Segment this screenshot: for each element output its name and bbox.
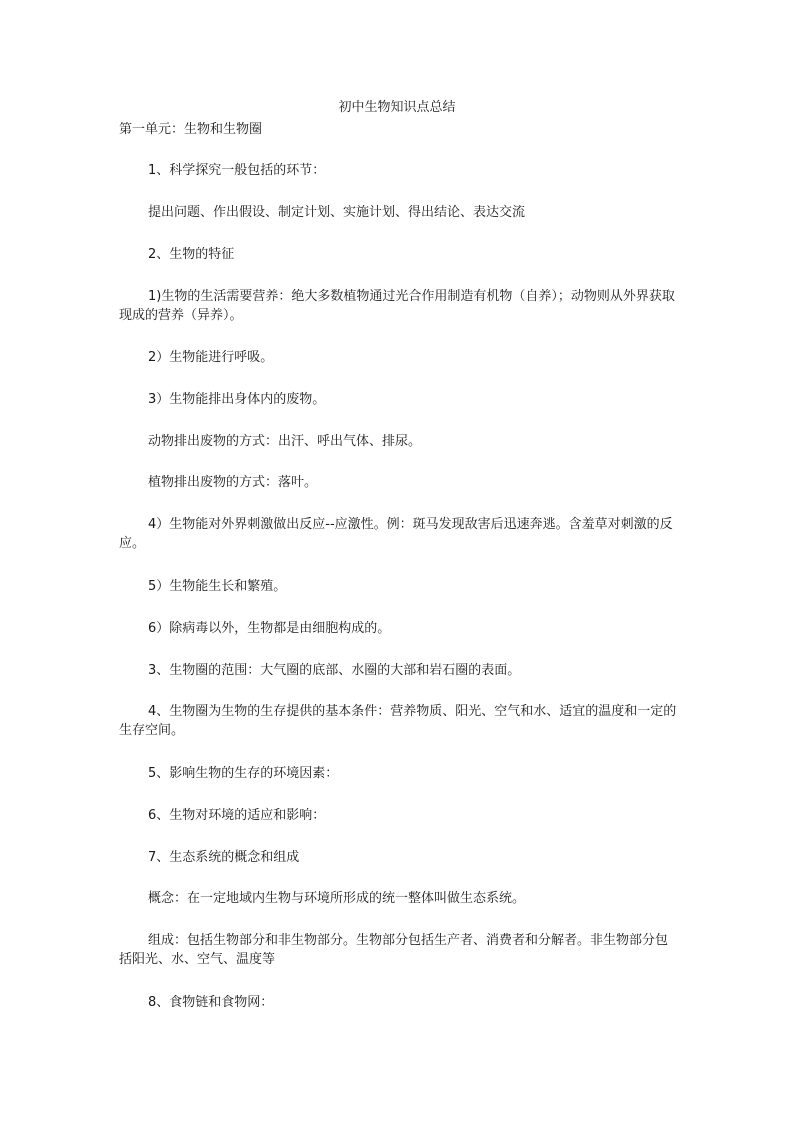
section-heading-8: 8、食物链和食物网： [148, 995, 274, 1010]
section-heading-5: 5、影响生物的生存的环境因素： [148, 766, 339, 781]
paragraph-animal-excretion: 动物排出废物的方式：出汗、呼出气体、排尿。 [148, 434, 422, 449]
paragraph-ecosystem-components: 组成：包括生物部分和非生物部分。生物部分包括生产者、消费者和分解者。非生物部分包括阳光、水、空气、温度等 [119, 933, 669, 967]
section-heading-1: 1、科学探究一般包括的环节： [148, 163, 326, 178]
section-heading-2: 2、生物的特征 [148, 247, 235, 262]
paragraph-nutrition: 1)生物的生活需要营养：绝大多数植物通过光合作用制造有机物（自养）；动物则从外界获取现成的营养（异养）。 [119, 289, 675, 323]
paragraph-plant-excretion: 植物排出废物的方式：落叶。 [148, 475, 318, 490]
paragraph-cells: 6）除病毒以外，生物都是由细胞构成的。 [148, 621, 391, 636]
section-heading-6: 6、生物对环境的适应和影响： [148, 808, 326, 823]
document-title: 初中生物知识点总结 [338, 100, 456, 115]
paragraph-respiration: 2）生物能进行呼吸。 [148, 350, 274, 365]
paragraph-excretion: 3）生物能排出身体内的废物。 [148, 392, 326, 407]
paragraph-stimulus-response: 4）生物能对外界刺激做出反应--应激性。例：斑马发现敌害后迅速奔逃。含羞草对刺激的反应。 [119, 517, 673, 551]
unit-heading: 第一单元：生物和生物圈 [119, 122, 263, 137]
section-heading-7: 7、生态系统的概念和组成 [148, 850, 300, 865]
paragraph-ecosystem-concept: 概念：在一定地域内生物与环境所形成的统一整体叫做生态系统。 [148, 891, 526, 906]
paragraph-growth: 5）生物能生长和繁殖。 [148, 579, 287, 594]
paragraph-biosphere-range: 3、生物圈的范围：大气圈的底部、水圈的大部和岩石圈的表面。 [148, 663, 521, 678]
paragraph-biosphere-conditions: 4、生物圈为生物的生存提供的基本条件：营养物质、阳光、空气和水、适宜的温度和一定的生存空间。 [119, 704, 677, 738]
paragraph-inquiry-steps: 提出问题、作出假设、制定计划、实施计划、得出结论、表达交流 [148, 205, 526, 220]
